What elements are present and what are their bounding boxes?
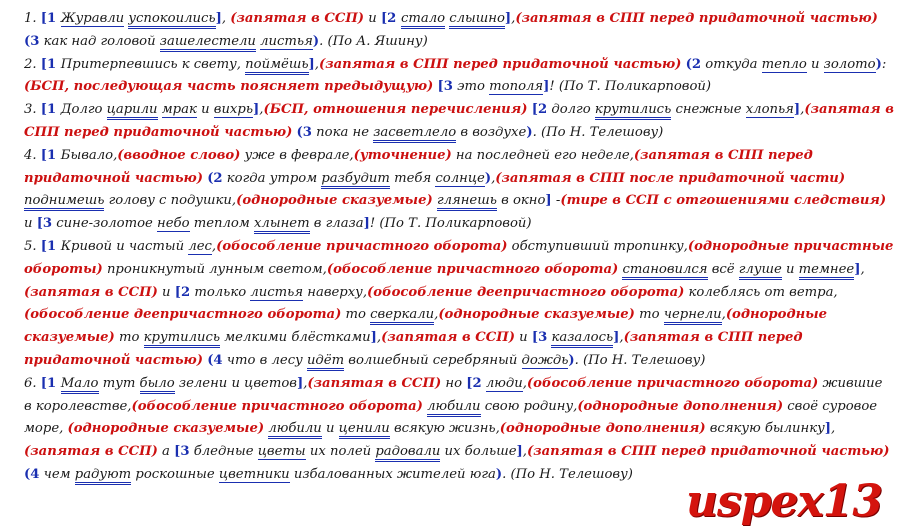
sentence-2 [24,54,894,100]
text-segment: ! (По Т. Поликарповой) [549,79,712,95]
text-segment: всякую былинку [705,421,825,437]
subject-word: тополя [489,79,544,95]
text-segment: . (По А. Яшину) [319,33,428,49]
punctuation-comment: (уточнение) [353,147,452,163]
text-segment: , [831,421,836,437]
subject-word: хлопья [745,102,794,118]
text-segment: жившие в королевстве, [24,375,883,414]
text-segment: бледные [189,444,258,460]
text-segment: долго [547,102,595,118]
predicate-word: ценили [339,421,390,439]
subject-word: мрак [161,102,197,118]
subject-word: дождь [521,352,569,368]
text-segment: . (По Н. Телешову) [502,466,633,482]
scheme-bracket: [1 [40,102,61,118]
text-segment: и [321,421,339,437]
text-segment: избалованных жителей юга [289,466,496,482]
text-segment: мелкими блёстками [220,330,371,346]
predicate-word: царили [107,102,158,120]
punctuation-comment: (запятая в СПП перед придаточной частью) [24,147,813,186]
text-segment: и [157,284,175,300]
text-segment: проникнутый лунным светом, [102,261,327,277]
predicate-word: поднимешь [24,193,104,211]
punctuation-comment: (тире в ССП с отгошениями следствия) [560,193,887,209]
text-segment: Долго [60,102,107,118]
punctuation-comment: (обособление причастного оборота) [131,398,423,414]
text-segment: , [491,170,496,186]
scheme-bracket: ] [296,375,304,391]
text-segment: теплом [189,216,254,232]
punctuation-comment: (однородные сказуемые) [24,307,828,346]
predicate-word: становился [622,262,707,280]
text-segment: в глаза [309,216,364,232]
scheme-bracket: (4 [24,466,40,482]
sentence-4 [24,145,894,236]
predicate-word: глуше [739,262,782,280]
text-segment: . (По Н. Телешову) [532,124,664,140]
text-segment: 5. [24,238,41,254]
text-segment: и [514,330,532,346]
predicate-word: казалось [551,330,613,348]
scheme-bracket: ] [215,11,222,26]
text-segment: колеблясь от ветра, [684,284,838,300]
sentence-5 [24,236,894,373]
subject-word: небо [157,216,190,232]
predicate-word: любили [268,421,321,439]
scheme-bracket: ) [526,124,533,140]
subject-word: Журавли [60,11,125,26]
text-segment: , [211,238,217,254]
punctuation-comment: (запятая в ССП) [24,284,158,300]
text-segment: их больше [440,444,517,460]
text-segment: тут [98,375,140,391]
text-segment: свою родину, [480,398,578,414]
punctuation-comment: (запятая в СПП перед придаточной частью) [24,102,894,140]
punctuation-comment: (обособление причастного оборота) [326,261,619,277]
scheme-bracket: [1 [40,375,61,391]
scheme-bracket: ) [875,56,882,72]
text-segment: , [800,102,805,118]
punctuation-comment: (запятая в СПП перед придаточной частью) [318,56,682,72]
text-segment: , [303,375,308,391]
text-segment: роскошные [131,466,219,482]
text-segment: 3. [24,102,41,118]
subject-word: вихрь [213,102,253,118]
text-segment: снежные [671,102,746,118]
predicate-word: разбудит [321,171,390,189]
punctuation-comment: (обособление причастного оборота) [526,375,819,391]
text-segment: и [196,102,214,118]
scheme-bracket: [1 [40,11,61,26]
scheme-bracket: ] [613,330,620,346]
text-segment: , [522,444,527,460]
text-segment: , [314,56,319,72]
scheme-bracket: [1 [40,147,61,163]
scheme-bracket: ] [308,56,315,72]
subject-word: цветники [218,466,290,482]
text-segment: а [157,444,175,460]
predicate-word: Мало [61,376,99,394]
punctuation-comment: (запятая в ССП) [381,330,515,346]
predicate-word: сверкали [370,307,434,325]
predicate-word: чернели [664,307,722,325]
text-segment: их полей [305,444,376,460]
scheme-bracket: [3 [437,79,453,95]
scheme-bracket: ] [370,330,377,346]
scheme-bracket: [2 [174,284,191,300]
punctuation-comment: (однородные сказуемые) [67,421,265,437]
text-segment: пока не [311,124,374,140]
text-segment: 6. [24,375,41,391]
text-segment: 4. [24,147,41,163]
text-segment: Кривой и частый [60,238,189,254]
subject-word: тепло [761,56,807,72]
predicate-word: поймёшь [245,57,308,75]
scheme-bracket: ] [824,421,832,437]
punctuation-comment: (однородные дополнения) [499,421,706,437]
text-segment: : [881,56,887,72]
text-segment: своё суровое море, [24,398,878,437]
punctuation-comment: (однородные сказуемые) [236,193,433,209]
punctuation-comment: (запятая в СПП перед придаточной частью) [24,330,803,368]
scheme-bracket: ] [793,102,801,118]
punctuation-comment: (запятая в ССП) [24,444,158,460]
text-segment: всякую жизнь, [389,421,500,437]
text-segment: , [221,11,231,26]
scheme-bracket: (2 [207,170,223,186]
predicate-word: успокоились [128,11,215,29]
text-segment: обступивший тропинку, [507,238,688,254]
text-segment: , [619,330,624,346]
text-segment: то [634,307,664,323]
scheme-bracket: ) [484,170,492,186]
scheme-bracket: ) [568,352,575,368]
punctuation-comment: (запятая в ССП) [307,375,442,391]
subject-word: солнце [435,170,485,186]
scheme-bracket: ) [495,466,503,482]
predicate-word: любили [427,399,480,417]
text-segment: ! (По Т. Поликарповой) [369,216,532,232]
text-segment: , [376,330,382,346]
subject-word: золото [823,56,876,72]
predicate-word: хлынет [254,216,310,234]
text-segment: , [721,307,726,323]
subject-word: листья [250,284,304,300]
text-segment: наверху, [303,284,368,300]
predicate-word: зашелестели [160,34,256,52]
punctuation-comment: (обособление деепричастного оборота) [367,284,685,300]
scheme-bracket: [1 [40,56,61,72]
punctuation-comment: (однородные причастные обороты) [24,238,894,277]
sentence-6 [24,373,894,487]
predicate-word: стало [401,11,445,29]
predicate-word: идёт [307,353,344,371]
punctuation-comment: (обособление причастного оборота) [216,238,508,254]
punctuation-comment: (однородные сказуемые) [438,307,635,323]
scheme-bracket: [2 [466,375,482,391]
punctuation-comment: (запятая в СПП перед придаточной частью) [515,11,878,26]
text-segment: , [511,11,516,26]
predicate-word: радуют [75,467,131,485]
scheme-bracket: [3 [174,444,190,460]
punctuation-comment: (вводное слово) [117,147,241,163]
scheme-bracket: (3 [24,33,40,49]
scheme-bracket: ) [312,33,320,49]
punctuation-comment: (однородные дополнения) [577,398,784,414]
scheme-bracket: (2 [685,56,702,72]
text-segment: то [114,330,144,346]
subject-word: люди [485,375,523,391]
predicate-word: было [140,376,175,394]
text-segment: и [806,56,824,72]
scheme-bracket: ] [516,444,523,460]
text-segment: Бывало, [60,147,118,163]
punctuation-comment: (БСП, отношения перечисления) [263,102,528,118]
text-segment: всё [707,261,739,277]
text-segment: и [364,11,381,26]
text-segment: уже в феврале, [240,147,354,163]
scheme-bracket: (4 [207,352,223,368]
text-segment: только [190,284,251,300]
text-segment: 2. [24,56,41,72]
text-segment: и [781,261,799,277]
scheme-bracket: ] [253,102,260,118]
predicate-word: крутились [595,102,671,120]
text-segment: это [452,79,490,95]
punctuation-comment: (запятая в ССП) [230,11,365,26]
text-segment: откуда [701,56,762,72]
scheme-bracket: [3 [36,216,53,232]
text-segment: чем [39,466,75,482]
text-segment: и [24,216,37,232]
scheme-bracket: [1 [40,238,61,254]
text-segment: в воздухе [456,124,527,140]
scheme-bracket: [3 [531,330,548,346]
text-segment: зелени и цветов [174,375,297,391]
document-body [24,8,894,487]
punctuation-comment: (запятая в СПП после придаточной части) [495,170,846,186]
text-segment: то [341,307,371,323]
text-segment: сине-золотое [52,216,158,232]
text-segment: 1. [24,11,41,26]
subject-word: лес [188,238,212,254]
text-segment: Притерпевшись к свету, [60,56,246,72]
text-segment: когда утром [222,170,322,186]
scheme-bracket: ] [545,193,552,209]
scheme-bracket: ] [363,216,370,232]
subject-word: листья [260,33,313,49]
text-segment: на последней его неделе, [451,147,634,163]
predicate-word: радовали [375,444,440,462]
predicate-word: темнее [799,262,855,280]
text-segment: но [441,375,467,391]
predicate-word: крутились [144,330,220,348]
text-segment: что в лесу [222,352,307,368]
scheme-bracket: [2 [531,102,548,118]
text-segment: , [259,102,264,118]
text-segment: как над головой [39,33,160,49]
text-segment: голову с подушки, [104,193,237,209]
uspex13-logo: uspex13 [686,476,882,527]
scheme-bracket: ] [504,11,512,26]
text-segment: волшебный серебряный [344,352,522,368]
text-segment: - [551,193,561,209]
predicate-word: глянешь [437,193,497,211]
punctuation-comment: (запятая в СПП перед придаточной частью) [526,444,890,460]
text-segment: , [434,307,439,323]
punctuation-comment: (БСП, последующая часть поясняет предыдущую) [24,79,434,95]
punctuation-comment: (обособление деепричастного оборота) [24,307,342,323]
text-segment: . (По Н. Телешову) [574,352,706,368]
text-segment: , [860,261,865,277]
scheme-bracket: ] [854,261,861,277]
text-segment: , [522,375,527,391]
text-segment: в окно [496,193,546,209]
sentence-1 [24,8,894,54]
subject-word: цветы [257,444,306,460]
scheme-bracket: (3 [296,124,312,140]
sentence-3 [24,99,894,145]
predicate-word: засветлело [373,125,456,143]
predicate-word: слышно [449,11,505,29]
scheme-bracket: [2 [380,11,401,26]
text-segment: тебя [389,170,436,186]
scheme-bracket: ] [543,79,550,95]
